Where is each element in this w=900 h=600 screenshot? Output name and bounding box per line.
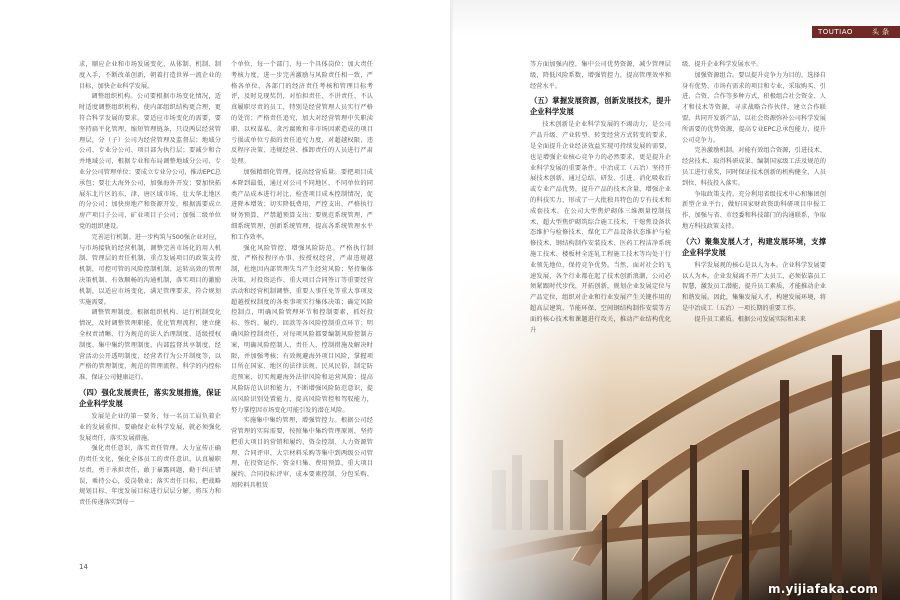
- column-4: [682, 60, 826, 385]
- paragraph: 发展是企业的第一要务，每一名员工肩负着企业的发展重担。要确保企业科学发展，就必须强化发展责任，落实发展措施。: [79, 412, 221, 442]
- paragraph: 完善运行机制。进一步构筑与500强企业对应，与市场接轨的经营机制，调整完善市场化的用人机制、管理层的责任机制，重点发展项目的政策支持机制，可控可管的风险控制机制、运转高效的管理决策机制、有效顺畅的沟通机制，落实项目的激励机制，以适应市场变化，满足管理要求，符合规划实施需要。: [79, 233, 221, 306]
- paragraph: 个单位、每一个部门、每一个具体岗位；加大责任考核力度，进一步完善激励与风险责任相一致，严格各单位、各部门的经济责任考核和管理目标考评，及时兑现奖罚，对怕担责任、不讲责任、不认真履职尽责的员工，特别是经营管理人员实行严格的处罚；严格责任追究，加大对经营管理中失职渎职、以权谋私、贪污腐败和非市场因素造成的项目亏损或单位亏损的责任追究力度，对超越权限、违反程序决策、违规经营、推卸责任的人员进行严肃处理。: [231, 61, 373, 166]
- column-3: [530, 60, 671, 380]
- watermark-text: m.yijiafaka.com: [768, 582, 879, 596]
- page-gutter: [450, 0, 453, 600]
- paragraph: 级，提升企业科学发展水平。: [682, 61, 763, 68]
- highway-overpass-photo: [452, 0, 900, 600]
- section-heading: （四）强化发展责任，落实发展措施，保证企业科学发展: [79, 387, 221, 408]
- paragraph: 强化责任意识，落实责任管理。大力宣传正确的责任文化，强化全体员工的责任意识，认真履职尽责，勇于承担责任，敢于暴露问题，勤于纠正错误，乘持公心，爱岗敬业；落实责任目标，把战略规划目标、年度发展目标进行层层分解，将压力和责任传递落实到每一: [79, 445, 221, 507]
- paragraph: 技术创新是企业科学发展的不竭动力，是公司产品升级、产业转型、转变经营方式转变的要求，是全面提升企业经济效益实现可持续发展的需要，也是增强企业核心竞争力的必然要求，更是提升企业科学发展的重要条件。中冶成工（五冶）坚持开展技术创新，通过总结、研发、引进、消化吸收后或专业产品优势，提升产品的技术含量，增强企业的科技实力，形成了一大批独具特色的专有技术和成套技术。在公司大型焦炉砌体三维测量控制技术、超大型焦炉砌筑综合施工技术、干熄焦设备状态维护与检修技术、煤化工产品设备状态维护与检修技术、钢结构制作安装技术、医药工程洁净系统施工技术、楼板材全连轧工程施工技术等均处于行业领先地位，保持竞争优势。当然，面对社会的飞速发展，各个行业都在起了技术创新浪潮，公司必须紧跟时代步伐，开拓创新，规划企业发展定位与产品定位，组织对企业和行业发展产生关键作用的超高层建筑、节能环保、空间钢结构制作安装等方面的核心技术和课题进行攻关，推动产业结构优化升: [530, 121, 671, 334]
- section-tab: [812, 26, 900, 38]
- column-1: [79, 60, 221, 509]
- section-heading: （六）聚集发展人才，构建发展环境，支撑企业科学发展: [682, 236, 826, 257]
- paragraph: 争取政策支持。充分利用省级技术中心和集团创新型企业平台，做好国家财政资助科研项目申报工作，加强与省、市经委和科技部门的沟通联系，争取地方科技政策支持。: [682, 190, 826, 230]
- paragraph: 调整组织机构。公司要根据市场变化情况，适时适度调整组织机构，使内部组织结构更合理，更符合科学发展的要求。要适应市场变化的需要，要坚持扁平化管理，缩短管理链条，只设两层经营管理层，分（子）公司为经营管理及监督层；地域分公司、专业分公司、项目部为执行层；要减少和合并地域公司，根据专业和布局调整地域分公司、专业分公司管理单位；要成立专业分公司，推动EPC总承包；要壮大海外公司，加强海外开发；要加快拓展东北片区的东、津、唐区域市场，壮大华北地区的分公司；加快房地产和资源开发，根据需要成立房产项目子公司、矿业项目子公司；加强二级单位党的组织建设。: [79, 93, 221, 230]
- section-tab-en: TOUTIAO: [818, 28, 853, 36]
- column-2: [231, 60, 373, 492]
- paragraph: 等方面加强内控，集中公司优势资源，减少管理层级，降低风险系数，增强管控力，提高管理效率和经营水平。: [530, 61, 671, 90]
- paragraph: 提升员工素质。根据公司发展实际和未来: [694, 315, 806, 323]
- paragraph: 科学发展观的核心是以人为本。企业科学发展要以人为本，企业发展离不开广大员工，必须依靠员工智慧，激发员工潜能，提升员工素质，才能推动企业和谐发展。因此，集集发展人才，构建发展环境，将是中冶成工（五冶）一项长期的重要工作。: [682, 261, 826, 312]
- paragraph: 实施集中集约管理，增强管控力。根据公司经营管理的实际需要，按照集中集约管理原则，坚持把重大项目的营销和履约、资金控制、人力资源管理、合同评审、大宗材料采购等集中到两级公司管理，在投资运作、资金归集、费用预算、重大项目履约、合同投标评审、成本要素控制、分包采购、周转料具租赁: [231, 417, 373, 490]
- page-number: 14: [79, 563, 88, 571]
- paragraph: 加强精细化管理，提高经营质量。要把项目成本降到最低，通过对公司不同地区、不同单位的同类产品成本进行对比，检查项目成本控制情况，促进降本增效；切实降低费用，严控支出，严格执行财务预算，严禁超预算支出；要规范系统管理，严细系统管理，创新系统管理，提高各系统管理水平和工作效率。: [231, 168, 373, 241]
- paragraph: 完善激励机制。对能有效组合资源，引进技术、经营技术、取得科研成果、编制国家级工法及规范的员工进行重奖，同时保证技术创新的机构健全、人员到位、科技投入落实。: [682, 147, 826, 187]
- paragraph: 调整管理制度。根据组织机构、运行机制变化情况，及时调整管理职能，优化管理流程，建立健全权责清晰、行为规范的法人治理制度、适级授权制度、集中集约管理制度、内部监督共享制度、经营活动公开透明制度、经营者行为公开制度等，以严格的管理制度，规范的管理流程、科学的内控标准，保证公司健康运行。: [79, 309, 221, 382]
- section-tab-cn: 头条: [872, 28, 892, 36]
- paragraph: 强化风险管控，增强风险防范。严格执行制度，严格按程序办事，按授权经营，严肃违规越制，杜绝因内部管理失当产生经营风险；坚持集体决策，对投资运作、重大项目合同签订等重要经营活动和经营机制调整、重要人事任免等重大事项及超越授权制度的各类事项实行集体决策；确定风险控制点，明确风险管理环节和控制要素，抓好投标、签约、履约、回款等各风险控制重点环节；明确风险控制责任，对每项风险都要编制风险控制方案，明确风险控制人、责任人、控制措施及解决时限，并加强考核；有效规避海外项目风险，掌握项目所在国家、地区的法律法规、民风民俗，制定防范预案，切实规避海外法律风险和运营风险；提高风险防范认识和能力，不断增强风险防范意识，提高风险识别处置能力，提高风险管控和驾驭能力，努力掌控因市场变化可能引发的潜在风险。: [231, 244, 373, 414]
- paragraph: 求，顺应企业和市场发展变化，从体制、机制、制度入手，不断改革创新，朝着打造世界一流企业的目标，加快企业科学发展。: [79, 61, 221, 90]
- paragraph: 加强资源组合。要以提升竞争力为目的，选择自身有优势、市场有需求的项目和专业，采取购买、引进、合资、合作等多种方式，积极组合社会资金、人才和技术等资源，寻求战略合作伙伴，建立合作联盟，共同开发新产品，以社会资源弥补公司科学发展所需要的优势资源，提高专业EPC总承包能力，提升公司竞争力。: [682, 71, 826, 144]
- section-heading: （五）掌握发展资源，创新发展技术，提升企业科学发展: [530, 96, 671, 117]
